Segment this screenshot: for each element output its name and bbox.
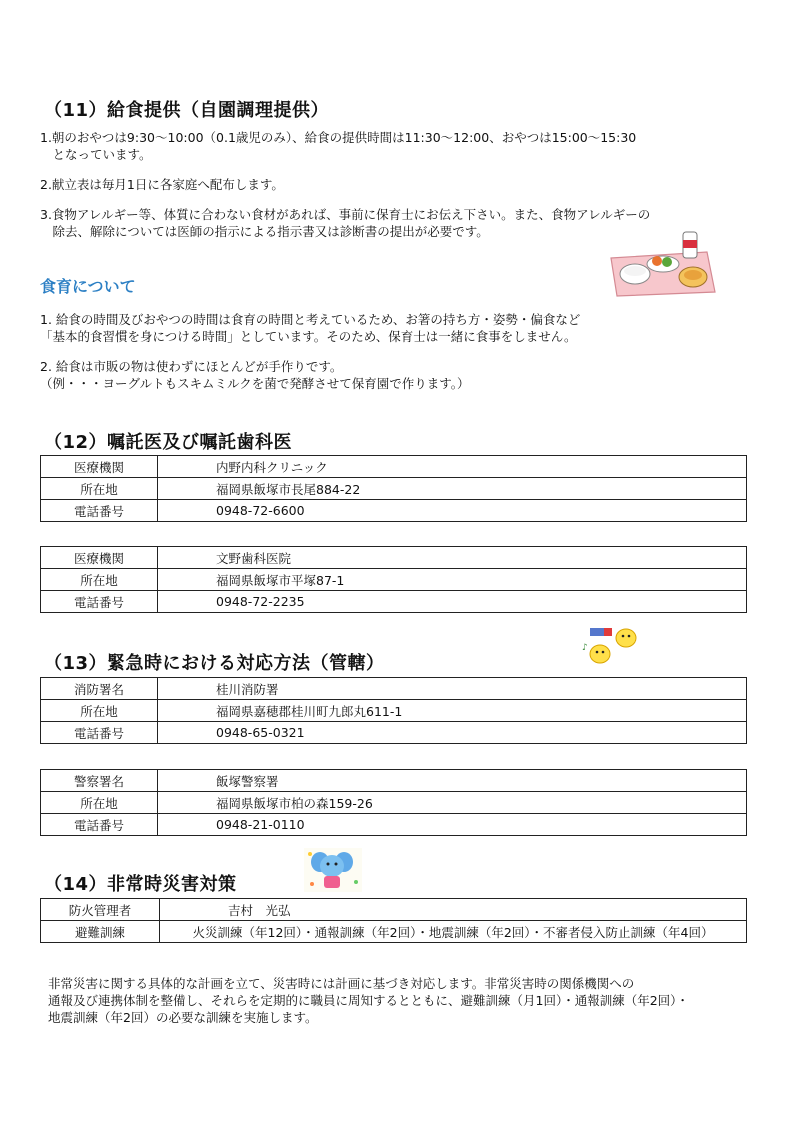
table-row: [41, 814, 747, 836]
table-value: 0948-21-0110: [158, 814, 747, 836]
section-11-title: （11）給食提供（自園調理提供）: [44, 100, 330, 121]
table-key: 所在地: [41, 478, 158, 500]
fire-station-table: [40, 677, 747, 744]
food-item-2a: 2. 給食は市販の物は使わずにほとんどが手作りです。: [40, 359, 343, 374]
table-value: 福岡県飯塚市柏の森159-26: [158, 792, 747, 814]
section-13-title: （13）緊急時における対応方法（管轄）: [44, 653, 385, 674]
table-row: [41, 899, 747, 921]
s11-item-3a: 3.食物アレルギー等、体質に合わない食材があれば、事前に保育士にお伝え下さい。また、食物アレルギーの: [40, 207, 651, 222]
table-key: 防火管理者: [41, 899, 160, 921]
disaster-note-2: 通報及び連携体制を整備し、それらを定期的に職員に周知するとともに、避難訓練（月1回）・通報訓練（年2回）・: [48, 993, 689, 1008]
table-key: 医療機関: [41, 547, 158, 569]
lunch-tray-illustration: [607, 230, 717, 298]
s11-item-1b: となっています。: [40, 147, 152, 162]
disaster-note-1: 非常災害に関する具体的な計画を立て、災害時には計画に基づき対応します。非常災害時の関係機関への: [48, 976, 635, 991]
table-key: 所在地: [41, 700, 158, 722]
table-row: [41, 569, 747, 591]
table-key: 電話番号: [41, 814, 158, 836]
table-row: [41, 478, 747, 500]
svg-text:♪: ♪: [582, 643, 588, 653]
table-value: 福岡県飯塚市平塚87-1: [158, 569, 747, 591]
table-row: [41, 921, 747, 943]
table-value: 0948-72-2235: [158, 591, 747, 613]
s11-item-2: 2.献立表は毎月1日に各家庭へ配布します。: [40, 177, 284, 192]
table-key: 医療機関: [41, 456, 158, 478]
food-item-2b: （例・・・ヨーグルトもスキムミルクを菌で発酵させて保育園で作ります。）: [40, 376, 470, 391]
table-value: 火災訓練（年12回）・通報訓練（年2回）・地震訓練（年2回）・不審者侵入防止訓練（年4回）: [160, 921, 747, 943]
table-key: 避難訓練: [41, 921, 160, 943]
section-12-title: （12）嘱託医及び嘱託歯科医: [44, 432, 293, 453]
table-row: [41, 700, 747, 722]
table-key: 電話番号: [41, 722, 158, 744]
s11-item-1a: 1.朝のおやつは9:30～10:00（0.1歳児のみ）、給食の提供時間は11:30～12:00、おやつは15:00～15:30: [40, 130, 637, 145]
table-value: 吉村 光弘: [160, 899, 747, 921]
clinic-2-table: [40, 546, 747, 613]
table-key: 電話番号: [41, 500, 158, 522]
table-value: 福岡県嘉穂郡桂川町九郎丸611-1: [158, 700, 747, 722]
section-14-title: （14）非常時災害対策: [44, 874, 237, 895]
table-value: 0948-65-0321: [158, 722, 747, 744]
food-education-title: 食育について: [40, 277, 136, 296]
table-row: [41, 770, 747, 792]
disaster-table: [40, 898, 747, 943]
table-value: 福岡県飯塚市長尾884-22: [158, 478, 747, 500]
table-value: 内野内科クリニック: [158, 456, 747, 478]
table-value: 文野歯科医院: [158, 547, 747, 569]
table-row: [41, 456, 747, 478]
table-row: [41, 591, 747, 613]
clinic-1-table: [40, 455, 747, 522]
table-row: [41, 500, 747, 522]
police-station-table: [40, 769, 747, 836]
table-key: 警察署名: [41, 770, 158, 792]
table-row: [41, 792, 747, 814]
food-item-1a: 1. 給食の時間及びおやつの時間は食育の時間と考えているため、お箸の持ち方・姿勢・偏食など: [40, 312, 581, 327]
table-key: 電話番号: [41, 591, 158, 613]
table-key: 消防署名: [41, 678, 158, 700]
table-row: [41, 678, 747, 700]
disaster-note-3: 地震訓練（年2回）の必要な訓練を実施します。: [48, 1010, 318, 1025]
table-row: [41, 547, 747, 569]
table-key: 所在地: [41, 792, 158, 814]
table-value: 飯塚警察署: [158, 770, 747, 792]
table-value: 0948-72-6600: [158, 500, 747, 522]
table-key: 所在地: [41, 569, 158, 591]
elephant-illustration: [302, 846, 364, 894]
chick-illustration: [580, 624, 642, 668]
table-row: [41, 722, 747, 744]
s11-item-3b: 除去、解除については医師の指示による指示書又は診断書の提出が必要です。: [40, 224, 489, 239]
table-value: 桂川消防署: [158, 678, 747, 700]
food-item-1b: 「基本的食習慣を身につける時間」としています。そのため、保育士は一緒に食事をしません。: [40, 329, 577, 344]
